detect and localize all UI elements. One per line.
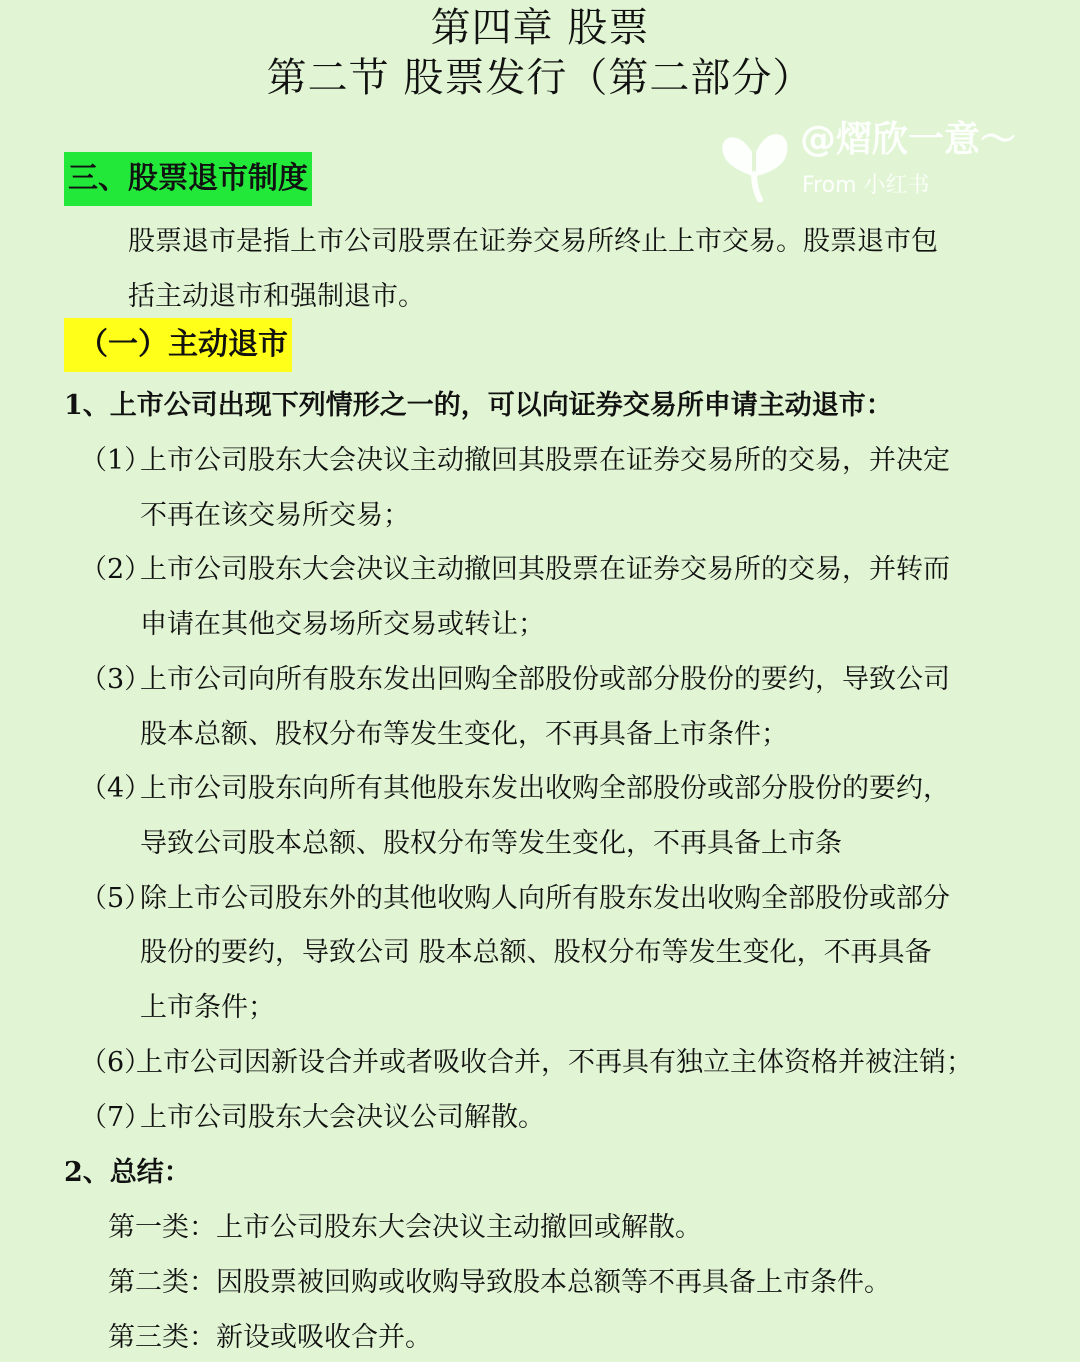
section-title: 第二节 股票发行（第二部分） <box>266 55 814 101</box>
item-2-line-2: 申请在其他交易场所交易或转让； <box>140 609 545 640</box>
item-4-label: （4） <box>80 773 152 804</box>
item-1-line-2: 不再在该交易所交易； <box>140 500 410 531</box>
item-3-line-1: 上市公司向所有股东发出回购全部股份或部分股份的要约，导致公司 <box>140 664 950 695</box>
item-3-label: （3） <box>80 664 152 695</box>
item-4-line-1: 上市公司股东向所有其他股东发出收购全部股份或部分股份的要约， <box>140 773 950 804</box>
item-5-line-3: 上市条件； <box>140 992 275 1023</box>
section-three-heading: 三、股票退市制度 <box>64 152 312 206</box>
item-7-line-1: 上市公司股东大会决议公司解散。 <box>140 1102 545 1133</box>
intro-line-1: 股票退市是指上市公司股票在证券交易所终止上市交易。股票退市包 <box>128 226 938 257</box>
watermark-source: From 小红书 <box>802 173 930 198</box>
item-3-line-2: 股本总额、股权分布等发生变化，不再具备上市条件； <box>140 719 788 750</box>
watermark <box>716 118 1036 208</box>
point-1-title: 1、上市公司出现下列情形之一的，可以向证券交易所申请主动退市： <box>64 390 893 421</box>
watermark-username: @熠欣一意～ <box>800 119 1017 160</box>
summary-line-2: 第二类：因股票被回购或收购导致股本总额等不再具备上市条件。 <box>108 1267 891 1298</box>
summary-line-3: 第三类：新设或吸收合并。 <box>108 1322 432 1353</box>
item-1-label: （1） <box>80 445 152 476</box>
item-5-line-2: 股份的要约，导致公司 股本总额、股权分布等发生变化，不再具备 <box>140 937 932 968</box>
voluntary-delisting-heading: （一）主动退市 <box>64 318 292 372</box>
item-5-label: （5） <box>80 883 152 914</box>
chapter-title: 第四章 股票 <box>430 5 650 51</box>
point-2-title: 2、总结： <box>64 1157 191 1188</box>
item-2-label: （2） <box>80 554 152 585</box>
item-6-label: （6） <box>80 1047 152 1078</box>
intro-line-2: 括主动退市和强制退市。 <box>128 281 425 312</box>
item-6-line-1: 上市公司因新设合并或者吸收合并，不再具有独立主体资格并被注销； <box>136 1047 973 1078</box>
item-5-line-1: 除上市公司股东外的其他收购人向所有股东发出收购全部股份或部分 <box>140 883 950 914</box>
heart-sprout-icon <box>716 122 792 202</box>
item-2-line-1: 上市公司股东大会决议主动撤回其股票在证券交易所的交易，并转而 <box>140 554 950 585</box>
item-1-line-1: 上市公司股东大会决议主动撤回其股票在证券交易所的交易，并决定 <box>140 445 950 476</box>
item-7-label: （7） <box>80 1102 152 1133</box>
item-4-line-2: 导致公司股本总额、股权分布等发生变化，不再具备上市条 <box>140 828 842 859</box>
summary-line-1: 第一类：上市公司股东大会决议主动撤回或解散。 <box>108 1212 702 1243</box>
